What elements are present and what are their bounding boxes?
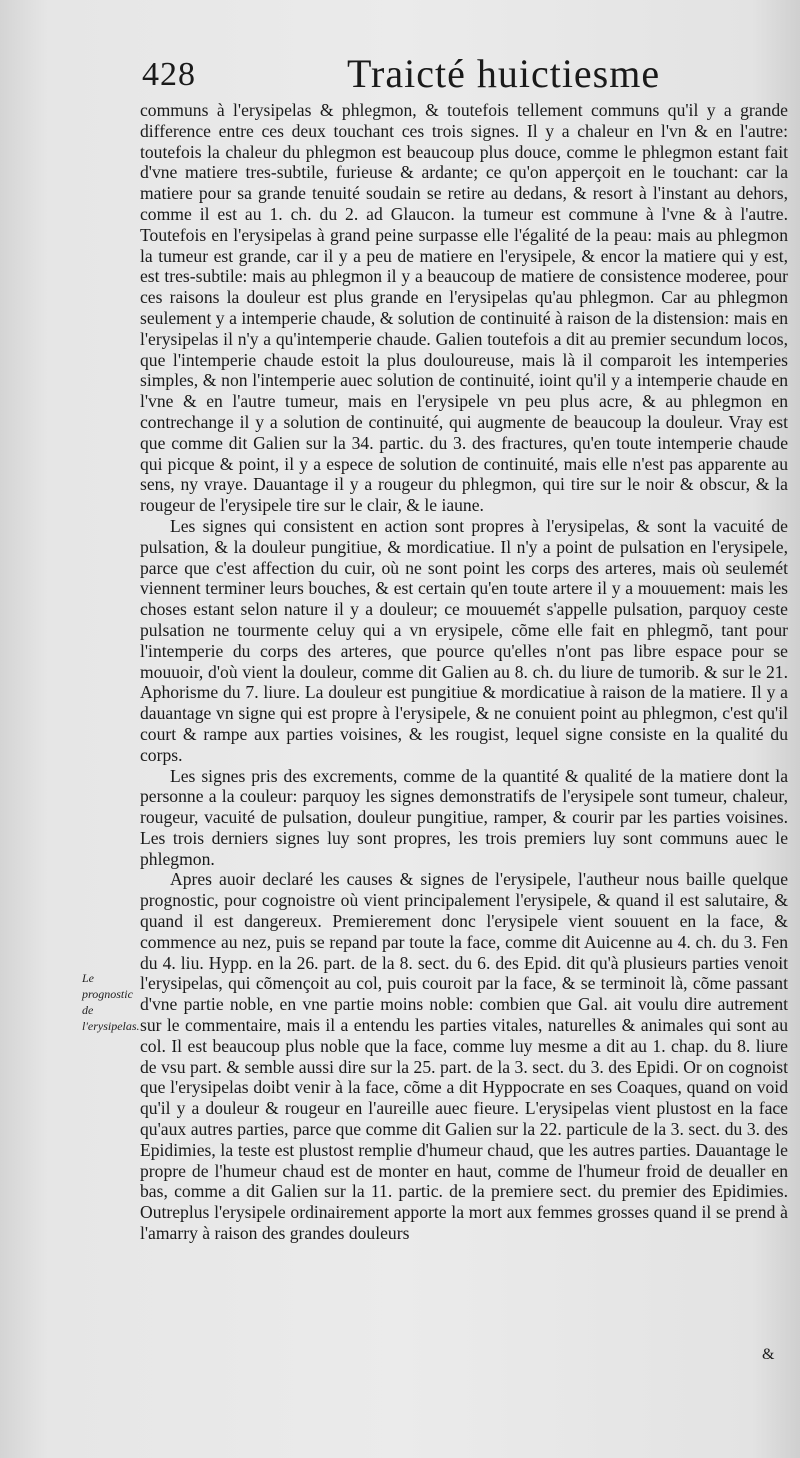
page-header	[142, 48, 782, 98]
main-text	[140, 100, 788, 1244]
margin-note: Le prognostic de l'erysipelas.	[82, 971, 140, 1033]
running-title: Traicté huictiesme	[347, 51, 661, 96]
paragraph: Les signes pris des excrements, comme de la quantité & qualité de la matiere dont la personne a la couleur: parquoy les signes demonstratifs de l'erysipele sont tumeur, chaleur, rougeur, vacuité de pulsation, douleur pungitiue, ramper, & courir par les parties voisines. Les trois derniers signes luy sont propres, les trois premiers luy sont communs auec le phlegmon.	[140, 765, 788, 869]
catchword: &	[762, 1346, 775, 1363]
paragraph: Apres auoir declaré les causes & signes de l'erysipele, l'autheur nous baille quelque prognostic, pour cognoistre où vient principalement l'erysipele, & quand il est salutaire, & quand il est dangereux. Premierement donc l'erysipele vient souuent en la face, & commence au nez, puis se repand par toute la face, comme dit Auicenne au 4. ch. du 3. Fen du 4. liu. Hypp. en la 26. part. de la 8. sect. du 6. des Epid. dit qu'à plusieurs parties venoit l'erysipelas, qui cõmençoit au col, puis couroit par la face, & se terminoit là, cõme passant d'vne partie noble, en vne partie moins noble: combien que Gal. ait voulu dire autrement sur le commentaire, mais il a entendu les parties vitales, naturelles & animales qui sont au col. Il est beaucoup plus noble que la face, comme luy mesme a dit au 1. chap. du 8. liure de vsu part. & semble aussi dire sur la 25. part. de la 3. sect. du 3. des Epidi. Or on cognoist que l'erysipelas doibt venir à la face, cõme a dit Hyppocrate en ses Coaques, quand on void qu'il y a douleur & rougeur en l'aureille auec fieure. L'erysipelas vient plustost en la face qu'aux autres parties, parce que comme dit Galien sur la 22. particule de la 3. sect. du 3. des Epidimies, la teste est plustost remplie d'humeur chaud, que les autres parties. Dauantage le propre de l'humeur chaud est de monter en haut, comme de l'humeur froid de deualler en bas, comme a dit Galien sur la 11. partic. de la premiere sect. du premier des Epidimies. Outreplus l'erysipele ordinairement apporte la mort aux femmes grosses quand il se prend à l'amarry à raison des grandes douleurs	[140, 869, 788, 1244]
page-number: 428	[142, 56, 196, 93]
paragraph: communs à l'erysipelas & phlegmon, & toutefois tellement communs qu'il y a grande difference entre ces deux touchant ces trois signes. Il y a chaleur en l'vn & en l'autre: toutefois la chaleur du phlegmon est beaucoup plus douce, comme le phlegmon estant fait d'vne matiere tres-subtile, furieuse & ardante; ce qu'on apperçoit en le touchant: car la matiere pour sa grande tenuité soudain se retire au dedans, & resort à l'instant au dehors, comme il est au 1. ch. du 2. ad Glaucon. la tumeur est commune à l'vne & à l'autre. Toutefois en l'erysipelas à grand peine surpasse elle l'égalité de la peau: mais au phlegmon la tumeur est grande, car il y a peu de matiere en l'erysipele, & encor la matiere qui y est, est tres-subtile: mais au phlegmon il y a beaucoup de matiere de consistence moderee, pour ces raisons la douleur est plus grande en l'erysipelas qu'au phlegmon. Car au phlegmon seulement y a intemperie chaude, & solution de continuité à raison de la distension: mais en l'erysipelas il n'y a qu'intemperie chaude. Galien toutefois a dit au premier secundum locos, que l'intemperie chaude estoit la plus douloureuse, mais là il comparoit les intemperies simples, & non l'intemperie auec solution de continuité, ioint qu'il y a intemperie chaude en l'vne & en l'autre tumeur, mais en l'erysipele vn peu plus acre, & au phlegmon en contrechange il y a solution de continuité, qui augmente de beaucoup la douleur. Vray est que comme dit Galien sur la 34. partic. du 3. des fractures, qu'en toute intemperie chaude qui picque & point, il y a espece de solution de continuité, mais elle n'est pas apparente au sens, ny vraye. Dauantage il y a rougeur du phlegmon, qui tire sur le noir & obscur, & la rougeur de l'erysipele tire sur le clair, & le iaune.	[140, 100, 788, 516]
paragraph: Les signes qui consistent en action sont propres à l'erysipelas, & sont la vacuité de pulsation, & la douleur pungitiue, & mordicatiue. Il n'y a point de pulsation en l'erysipele, parce que c'est affection du cuir, où ne sont point les corps des arteres, mais où seulemét viennent terminer leurs bouches, & est certain qu'en toute artere il y a mouuement: mais les choses estant selon nature il y a douleur; ce mouuemét s'appelle pulsation, parquoy ceste pulsation ne tourmente celuy qui a vn erysipele, cõme elle fait en phlegmõ, tant pour l'intemperie du corps des arteres, que pource qu'elles n'ont pas libre espace pour se mouuoir, d'où vient la douleur, comme dit Galien au 8. ch. du liure de tumorib. & sur le 21. Aphorisme du 7. liure. La douleur est pungitiue & mordicatiue à raison de la matiere. Il y a dauantage vn signe qui est propre à l'erysipele, & ne conuient point au phlegmon, c'est qu'il court & rampe aux parties voisines, & les rougist, lequel signe consiste en la qualité du corps.	[140, 515, 788, 765]
